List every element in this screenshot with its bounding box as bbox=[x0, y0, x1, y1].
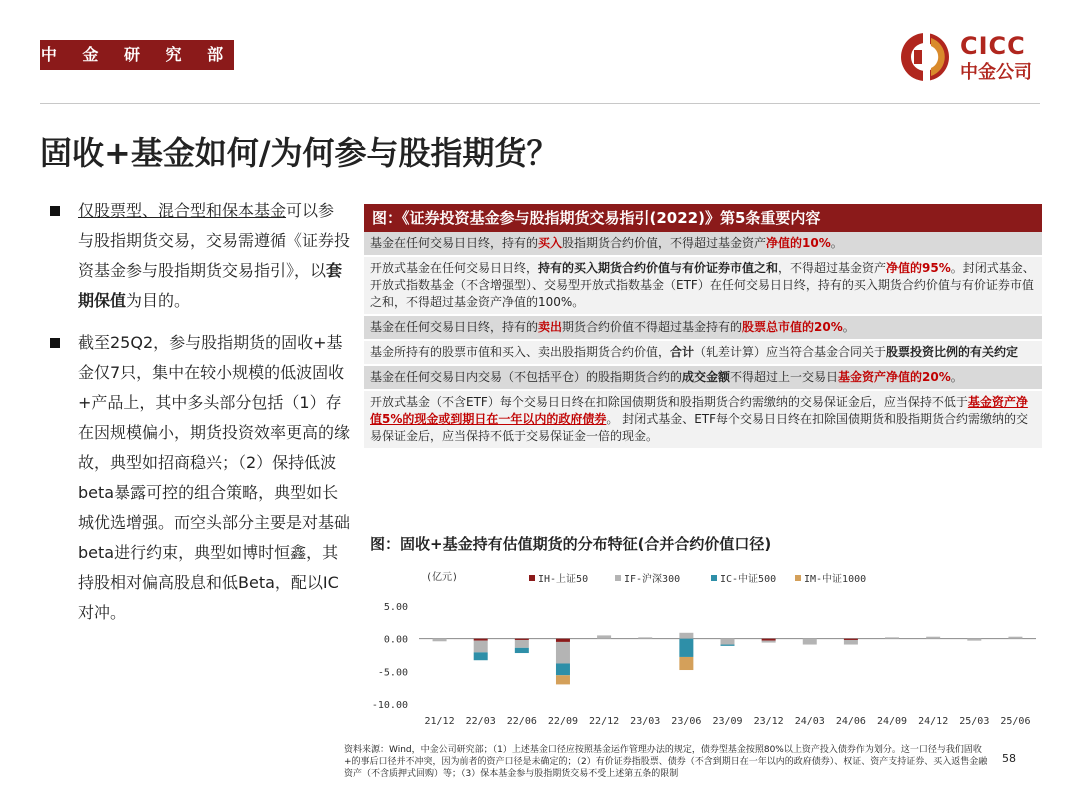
legend-label: IH-上证50 bbox=[538, 574, 589, 585]
bar-segment bbox=[515, 639, 529, 640]
bar-segment bbox=[556, 639, 570, 642]
futures-bar-chart bbox=[364, 560, 1042, 732]
cicc-logo bbox=[898, 30, 1048, 84]
legend-label: IF-沪深300 bbox=[624, 574, 681, 585]
header-divider bbox=[40, 103, 1040, 104]
bar-segment bbox=[597, 635, 611, 638]
legend-swatch bbox=[711, 575, 717, 581]
bar-segment bbox=[474, 652, 488, 660]
bar-segment bbox=[1008, 637, 1022, 639]
bar-segment bbox=[679, 633, 693, 639]
logo-text-cn: 中金公司 bbox=[960, 62, 1032, 83]
source-note: 资料来源：Wind，中金公司研究部；（1）上述基金口径应按照基金运作管理办法的规定，债券型基金按照80%以上资产投入债券作为划分。这一口径与我们固收+的事后口径并不冲突，因为前者的资产口径是未确定的；（2）有价证券指股票、债券（不含到期日在一年以内的政府债券）、权证、资产支持证券、买入返售金融资产（不含质押式回购）等；（3）保本基金参与股指期货交易不受上述第五条的限制 bbox=[344, 745, 988, 779]
x-tick-label: 22/06 bbox=[506, 716, 537, 727]
x-tick-label: 23/09 bbox=[712, 716, 743, 727]
x-tick-label: 23/12 bbox=[753, 716, 784, 727]
bullet-list bbox=[50, 196, 350, 640]
bar-segment bbox=[679, 639, 693, 657]
bar-segment bbox=[638, 637, 652, 638]
bar-segment bbox=[515, 640, 529, 648]
rule-row: 基金在任何交易日日终，持有的买入股指期货合约价值，不得超过基金资产净值的10%。 bbox=[364, 232, 1042, 257]
bar-segment bbox=[762, 639, 776, 641]
y-tick-label: -5.00 bbox=[377, 667, 408, 679]
y-tick-label: -10.00 bbox=[371, 700, 408, 711]
bar-segment bbox=[926, 637, 940, 639]
bar-segment bbox=[844, 639, 858, 640]
rule-row: 开放式基金在任何交易日日终，持有的买入期货合约价值与有价证券市值之和，不得超过基金资产净值的95%。封闭式基金、开放式指数基金（不含增强型）、交易型开放式指数基金（ETF）在任何交易日日终，持有的买入期货合约价值与有价证券市值之和，不得超过基金资产净值的100%。 bbox=[364, 257, 1042, 316]
rule-row: 开放式基金（不含ETF）每个交易日日终在扣除国债期货和股指期货合约需缴纳的交易保证金后，应当保持不低于基金资产净值5%的现金或到期日在一年以内的政府债券。 封闭式基金、ETF每个交易日日终在扣除国债期货和股指期货合约需缴纳的交易保证金后，应当保持不低于交易保证金一倍的现金。 bbox=[364, 391, 1042, 450]
legend-label: IM-中证1000 bbox=[804, 574, 867, 585]
bullet-item-1 bbox=[50, 196, 350, 316]
page-title: 固收+基金如何/为何参与股指期货？ bbox=[40, 134, 559, 172]
bar-segment bbox=[885, 637, 899, 638]
bar-segment bbox=[474, 641, 488, 653]
bar-segment bbox=[474, 639, 488, 641]
bullet-square-icon bbox=[50, 206, 60, 216]
bullet-item-2 bbox=[50, 328, 350, 628]
bar-segment bbox=[803, 639, 817, 645]
bar-segment bbox=[515, 648, 529, 653]
x-tick-label: 24/06 bbox=[835, 716, 866, 727]
logo-text-en: CICC bbox=[960, 32, 1026, 60]
bullet-square-icon bbox=[50, 338, 60, 348]
rule-row: 基金所持有的股票市值和买入、卖出股指期货合约价值，合计（轧差计算）应当符合基金合同关于股票投资比例的有关约定 bbox=[364, 341, 1042, 366]
bar-segment bbox=[556, 675, 570, 684]
cicc-logo-icon bbox=[898, 30, 952, 84]
rule-row: 基金在任何交易日日终，持有的卖出期货合约价值不得超过基金持有的股票总市值的20%。 bbox=[364, 316, 1042, 341]
department-tag: 中 金 研 究 部 bbox=[40, 40, 234, 70]
bar-segment bbox=[721, 645, 735, 646]
x-tick-label: 23/03 bbox=[630, 716, 661, 727]
rule-row: 基金在任何交易日内交易（不包括平仓）的股指期货合约的成交金额不得超过上一交易日基金资产净值的20%。 bbox=[364, 366, 1042, 391]
bar-segment bbox=[967, 639, 981, 641]
x-tick-label: 24/03 bbox=[794, 716, 825, 727]
bar-segment bbox=[721, 639, 735, 645]
legend-label: IC-中证500 bbox=[720, 574, 777, 585]
bar-segment bbox=[556, 642, 570, 664]
bullet-1-text: 可以参与股指期货交易，交易需遵循《证券投资基金参与股指期货交易指引》，以 bbox=[78, 201, 351, 280]
chart-title: 图：固收+基金持有估值期货的分布特征(合并合约价值口径) bbox=[370, 535, 772, 553]
bar-segment bbox=[433, 639, 447, 642]
x-tick-label: 22/12 bbox=[589, 716, 620, 727]
bar-segment bbox=[844, 640, 858, 645]
rules-table-title: 图：《证券投资基金参与股指期货交易指引(2022)》第5条重要内容 bbox=[364, 204, 1042, 232]
y-tick-label: 0.00 bbox=[383, 634, 408, 646]
bullet-1-underlined: 仅股票型、混合型和保本基金 bbox=[78, 201, 287, 220]
bullet-2-text: 截至25Q2，参与股指期货的固收+基金仅7只，集中在较小规模的低波固收+产品上，其中多头部分包括（1）存在因规模偏小，期货投资效率更高的缘故，典型如招商稳兴；（2）保持低波beta暴露可控的组合策略，典型如长城优选增强。而空头部分主要是对基础beta进行约束，典型如博时恒鑫，其持股相对偏高股息和低Beta，配以IC对冲。 bbox=[78, 333, 351, 622]
x-tick-label: 22/09 bbox=[547, 716, 579, 727]
page-number: 58 bbox=[1002, 752, 1016, 765]
x-tick-label: 24/09 bbox=[876, 716, 908, 727]
bullet-1-bold: 套期保值 bbox=[78, 261, 343, 310]
bar-segment bbox=[556, 663, 570, 675]
legend-swatch bbox=[795, 575, 801, 581]
y-tick-label: 5.00 bbox=[383, 602, 408, 613]
bar-segment bbox=[762, 641, 776, 643]
legend-swatch bbox=[615, 575, 621, 581]
bullet-1-text-end: 为目的。 bbox=[126, 291, 191, 310]
x-tick-label: 25/06 bbox=[1000, 716, 1031, 727]
x-tick-label: 23/06 bbox=[671, 716, 702, 727]
rules-table bbox=[364, 204, 1042, 450]
x-tick-label: 24/12 bbox=[918, 716, 949, 727]
y-unit-label: (亿元) bbox=[426, 572, 459, 583]
bar-segment bbox=[679, 657, 693, 670]
legend-swatch bbox=[529, 575, 535, 581]
x-tick-label: 22/03 bbox=[465, 716, 496, 727]
x-tick-label: 21/12 bbox=[424, 716, 455, 727]
x-tick-label: 25/03 bbox=[959, 716, 990, 727]
